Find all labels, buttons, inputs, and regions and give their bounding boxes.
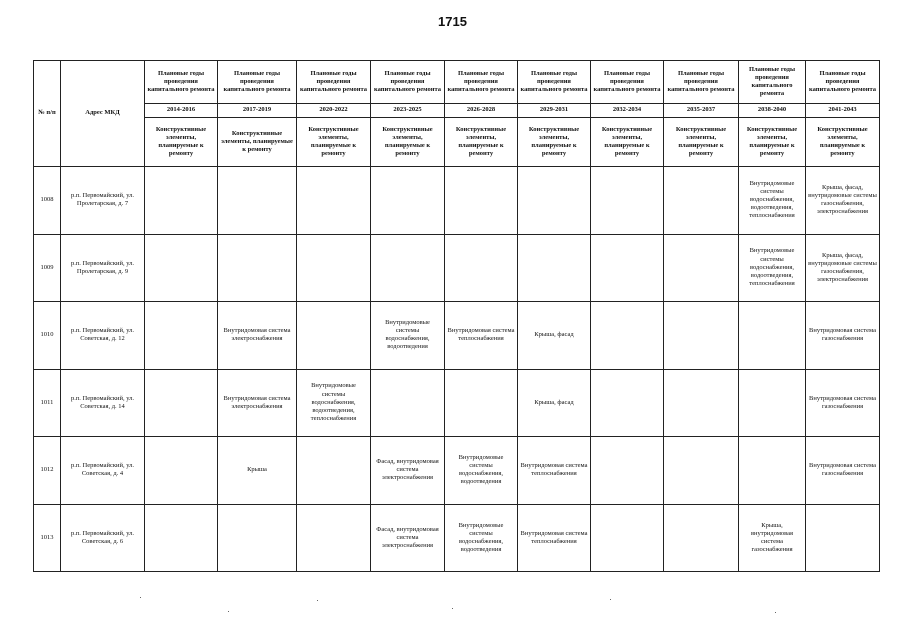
- repair-cell: [591, 302, 664, 370]
- repair-cell: Крыша, фасад, внутридомовые системы газоснабжения, электроснабжения: [806, 234, 880, 302]
- repair-cell: [664, 369, 739, 437]
- row-number: 1008: [34, 167, 61, 235]
- repair-cell: [297, 437, 371, 505]
- repair-schedule-table: [33, 60, 880, 572]
- period-header: 2014-2016: [145, 104, 218, 118]
- period-header: 2026-2028: [445, 104, 518, 118]
- elements-header: Конструктивные элементы, планируемые к ремонту: [518, 118, 591, 167]
- planned-years-header: Плановые годы проведения капитального ремонта: [806, 61, 880, 104]
- planned-years-header: Плановые годы проведения капитального ремонта: [518, 61, 591, 104]
- period-header: 2017-2019: [218, 104, 297, 118]
- repair-cell: Внутридомовая система газоснабжения: [806, 437, 880, 505]
- repair-cell: [664, 234, 739, 302]
- table-row: [34, 504, 880, 572]
- repair-cell: [591, 437, 664, 505]
- repair-cell: Крыша, фасад: [518, 369, 591, 437]
- period-header: 2029-2031: [518, 104, 591, 118]
- repair-cell: [664, 302, 739, 370]
- table-row: [34, 167, 880, 235]
- repair-cell: [806, 504, 880, 572]
- scan-speck: [452, 608, 453, 609]
- repair-cell: [371, 369, 445, 437]
- header-row-periods: [34, 104, 880, 118]
- planned-years-header: Плановые годы проведения капитального ремонта: [371, 61, 445, 104]
- repair-cell: Внутридомовые системы водоснабжения, водоотведения: [445, 504, 518, 572]
- col-address-header: Адрес МКД: [61, 61, 145, 167]
- repair-cell: [145, 369, 218, 437]
- repair-cell: Внутридомовая система теплоснабжения: [518, 504, 591, 572]
- repair-cell: Фасад, внутридомовая система электроснабжения: [371, 437, 445, 505]
- repair-cell: [591, 369, 664, 437]
- address-cell: р.п. Первомайский, ул. Пролетарская, д. 9: [61, 234, 145, 302]
- repair-cell: [445, 167, 518, 235]
- scan-speck: [610, 599, 611, 600]
- period-header: 2041-2043: [806, 104, 880, 118]
- repair-cell: [591, 234, 664, 302]
- repair-cell: [371, 234, 445, 302]
- elements-header: Конструктивные элементы, планируемые к ремонту: [371, 118, 445, 167]
- elements-header: Конструктивные элементы, планируемые к ремонту: [218, 118, 297, 167]
- repair-cell: [145, 302, 218, 370]
- elements-header: Конструктивные элементы, планируемые к ремонту: [806, 118, 880, 167]
- repair-cell: Крыша, фасад, внутридомовые системы газоснабжения, электроснабжения: [806, 167, 880, 235]
- repair-cell: Внутридомовые системы водоснабжения, водоотведения: [445, 437, 518, 505]
- repair-cell: Внутридомовые системы водоснабжения, водоотведения, теплоснабжения: [739, 234, 806, 302]
- repair-cell: [218, 167, 297, 235]
- repair-cell: Внутридомовая система электроснабжения: [218, 369, 297, 437]
- table-row: [34, 302, 880, 370]
- repair-cell: [591, 504, 664, 572]
- elements-header: Конструктивные элементы, планируемые к ремонту: [664, 118, 739, 167]
- row-number: 1009: [34, 234, 61, 302]
- repair-cell: Внутридомовые системы водоснабжения, водоотведения, теплоснабжения: [297, 369, 371, 437]
- repair-cell: [664, 437, 739, 505]
- repair-cell: [145, 437, 218, 505]
- planned-years-header: Плановые годы проведения капитального ремонта: [297, 61, 371, 104]
- header-row-elements: [34, 118, 880, 167]
- col-num-header: № п/п: [34, 61, 61, 167]
- period-header: 2035-2037: [664, 104, 739, 118]
- scan-speck: [317, 600, 318, 601]
- repair-cell: [297, 504, 371, 572]
- repair-cell: Внутридомовая система теплоснабжения: [445, 302, 518, 370]
- repair-cell: Фасад, внутридомовая система электроснабжения: [371, 504, 445, 572]
- table-row: [34, 437, 880, 505]
- elements-header: Конструктивные элементы, планируемые к ремонту: [739, 118, 806, 167]
- period-header: 2020-2022: [297, 104, 371, 118]
- repair-cell: Внутридомовые системы водоснабжения, водоотведения, теплоснабжения: [739, 167, 806, 235]
- planned-years-header: Плановые годы проведения капитального ремонта: [445, 61, 518, 104]
- elements-header: Конструктивные элементы, планируемые к ремонту: [297, 118, 371, 167]
- repair-cell: Внутридомовая система теплоснабжения: [518, 437, 591, 505]
- address-cell: р.п. Первомайский, ул. Пролетарская, д. 7: [61, 167, 145, 235]
- row-number: 1012: [34, 437, 61, 505]
- repair-cell: [371, 167, 445, 235]
- repair-cell: [145, 504, 218, 572]
- repair-cell: [664, 167, 739, 235]
- repair-cell: Крыша, фасад: [518, 302, 591, 370]
- scan-speck: [228, 611, 229, 612]
- repair-cell: [297, 167, 371, 235]
- repair-cell: [518, 234, 591, 302]
- repair-cell: [297, 302, 371, 370]
- period-header: 2038-2040: [739, 104, 806, 118]
- header-row-planned-years: [34, 61, 880, 104]
- planned-years-header: Плановые годы проведения капитального ремонта: [218, 61, 297, 104]
- repair-cell: Крыша, внутридомовая система газоснабжения: [739, 504, 806, 572]
- repair-cell: [664, 504, 739, 572]
- address-cell: р.п. Первомайский, ул. Советская, д. 6: [61, 504, 145, 572]
- table-row: [34, 369, 880, 437]
- planned-years-header: Плановые годы проведения капитального ремонта: [664, 61, 739, 104]
- repair-cell: [218, 504, 297, 572]
- row-number: 1011: [34, 369, 61, 437]
- repair-cell: Внутридомовая система электроснабжения: [218, 302, 297, 370]
- repair-cell: [445, 234, 518, 302]
- repair-cell: [518, 167, 591, 235]
- scan-speck: [775, 612, 776, 613]
- row-number: 1010: [34, 302, 61, 370]
- repair-cell: [218, 234, 297, 302]
- period-header: 2032-2034: [591, 104, 664, 118]
- repair-cell: Внутридомовая система газоснабжения: [806, 369, 880, 437]
- table-row: [34, 234, 880, 302]
- planned-years-header: Плановые годы проведения капитального ремонта: [145, 61, 218, 104]
- repair-cell: [591, 167, 664, 235]
- repair-cell: Крыша: [218, 437, 297, 505]
- repair-cell: [145, 167, 218, 235]
- address-cell: р.п. Первомайский, ул. Советская, д. 4: [61, 437, 145, 505]
- page-number: 1715: [438, 14, 467, 29]
- elements-header: Конструктивные элементы, планируемые к ремонту: [145, 118, 218, 167]
- repair-cell: Внутридомовые системы водоснабжения, водоотведения: [371, 302, 445, 370]
- repair-cell: [145, 234, 218, 302]
- scan-speck: [140, 597, 141, 598]
- planned-years-header: Плановые годы проведения капитального ремонта: [591, 61, 664, 104]
- address-cell: р.п. Первомайский, ул. Советская, д. 12: [61, 302, 145, 370]
- repair-cell: [445, 369, 518, 437]
- repair-cell: [739, 437, 806, 505]
- address-cell: р.п. Первомайский, ул. Советская, д. 14: [61, 369, 145, 437]
- row-number: 1013: [34, 504, 61, 572]
- period-header: 2023-2025: [371, 104, 445, 118]
- planned-years-header: Плановые годы проведения капитального ремонта: [739, 61, 806, 104]
- repair-cell: [739, 369, 806, 437]
- repair-cell: [739, 302, 806, 370]
- elements-header: Конструктивные элементы, планируемые к ремонту: [445, 118, 518, 167]
- repair-cell: Внутридомовая система газоснабжения: [806, 302, 880, 370]
- repair-cell: [297, 234, 371, 302]
- elements-header: Конструктивные элементы, планируемые к ремонту: [591, 118, 664, 167]
